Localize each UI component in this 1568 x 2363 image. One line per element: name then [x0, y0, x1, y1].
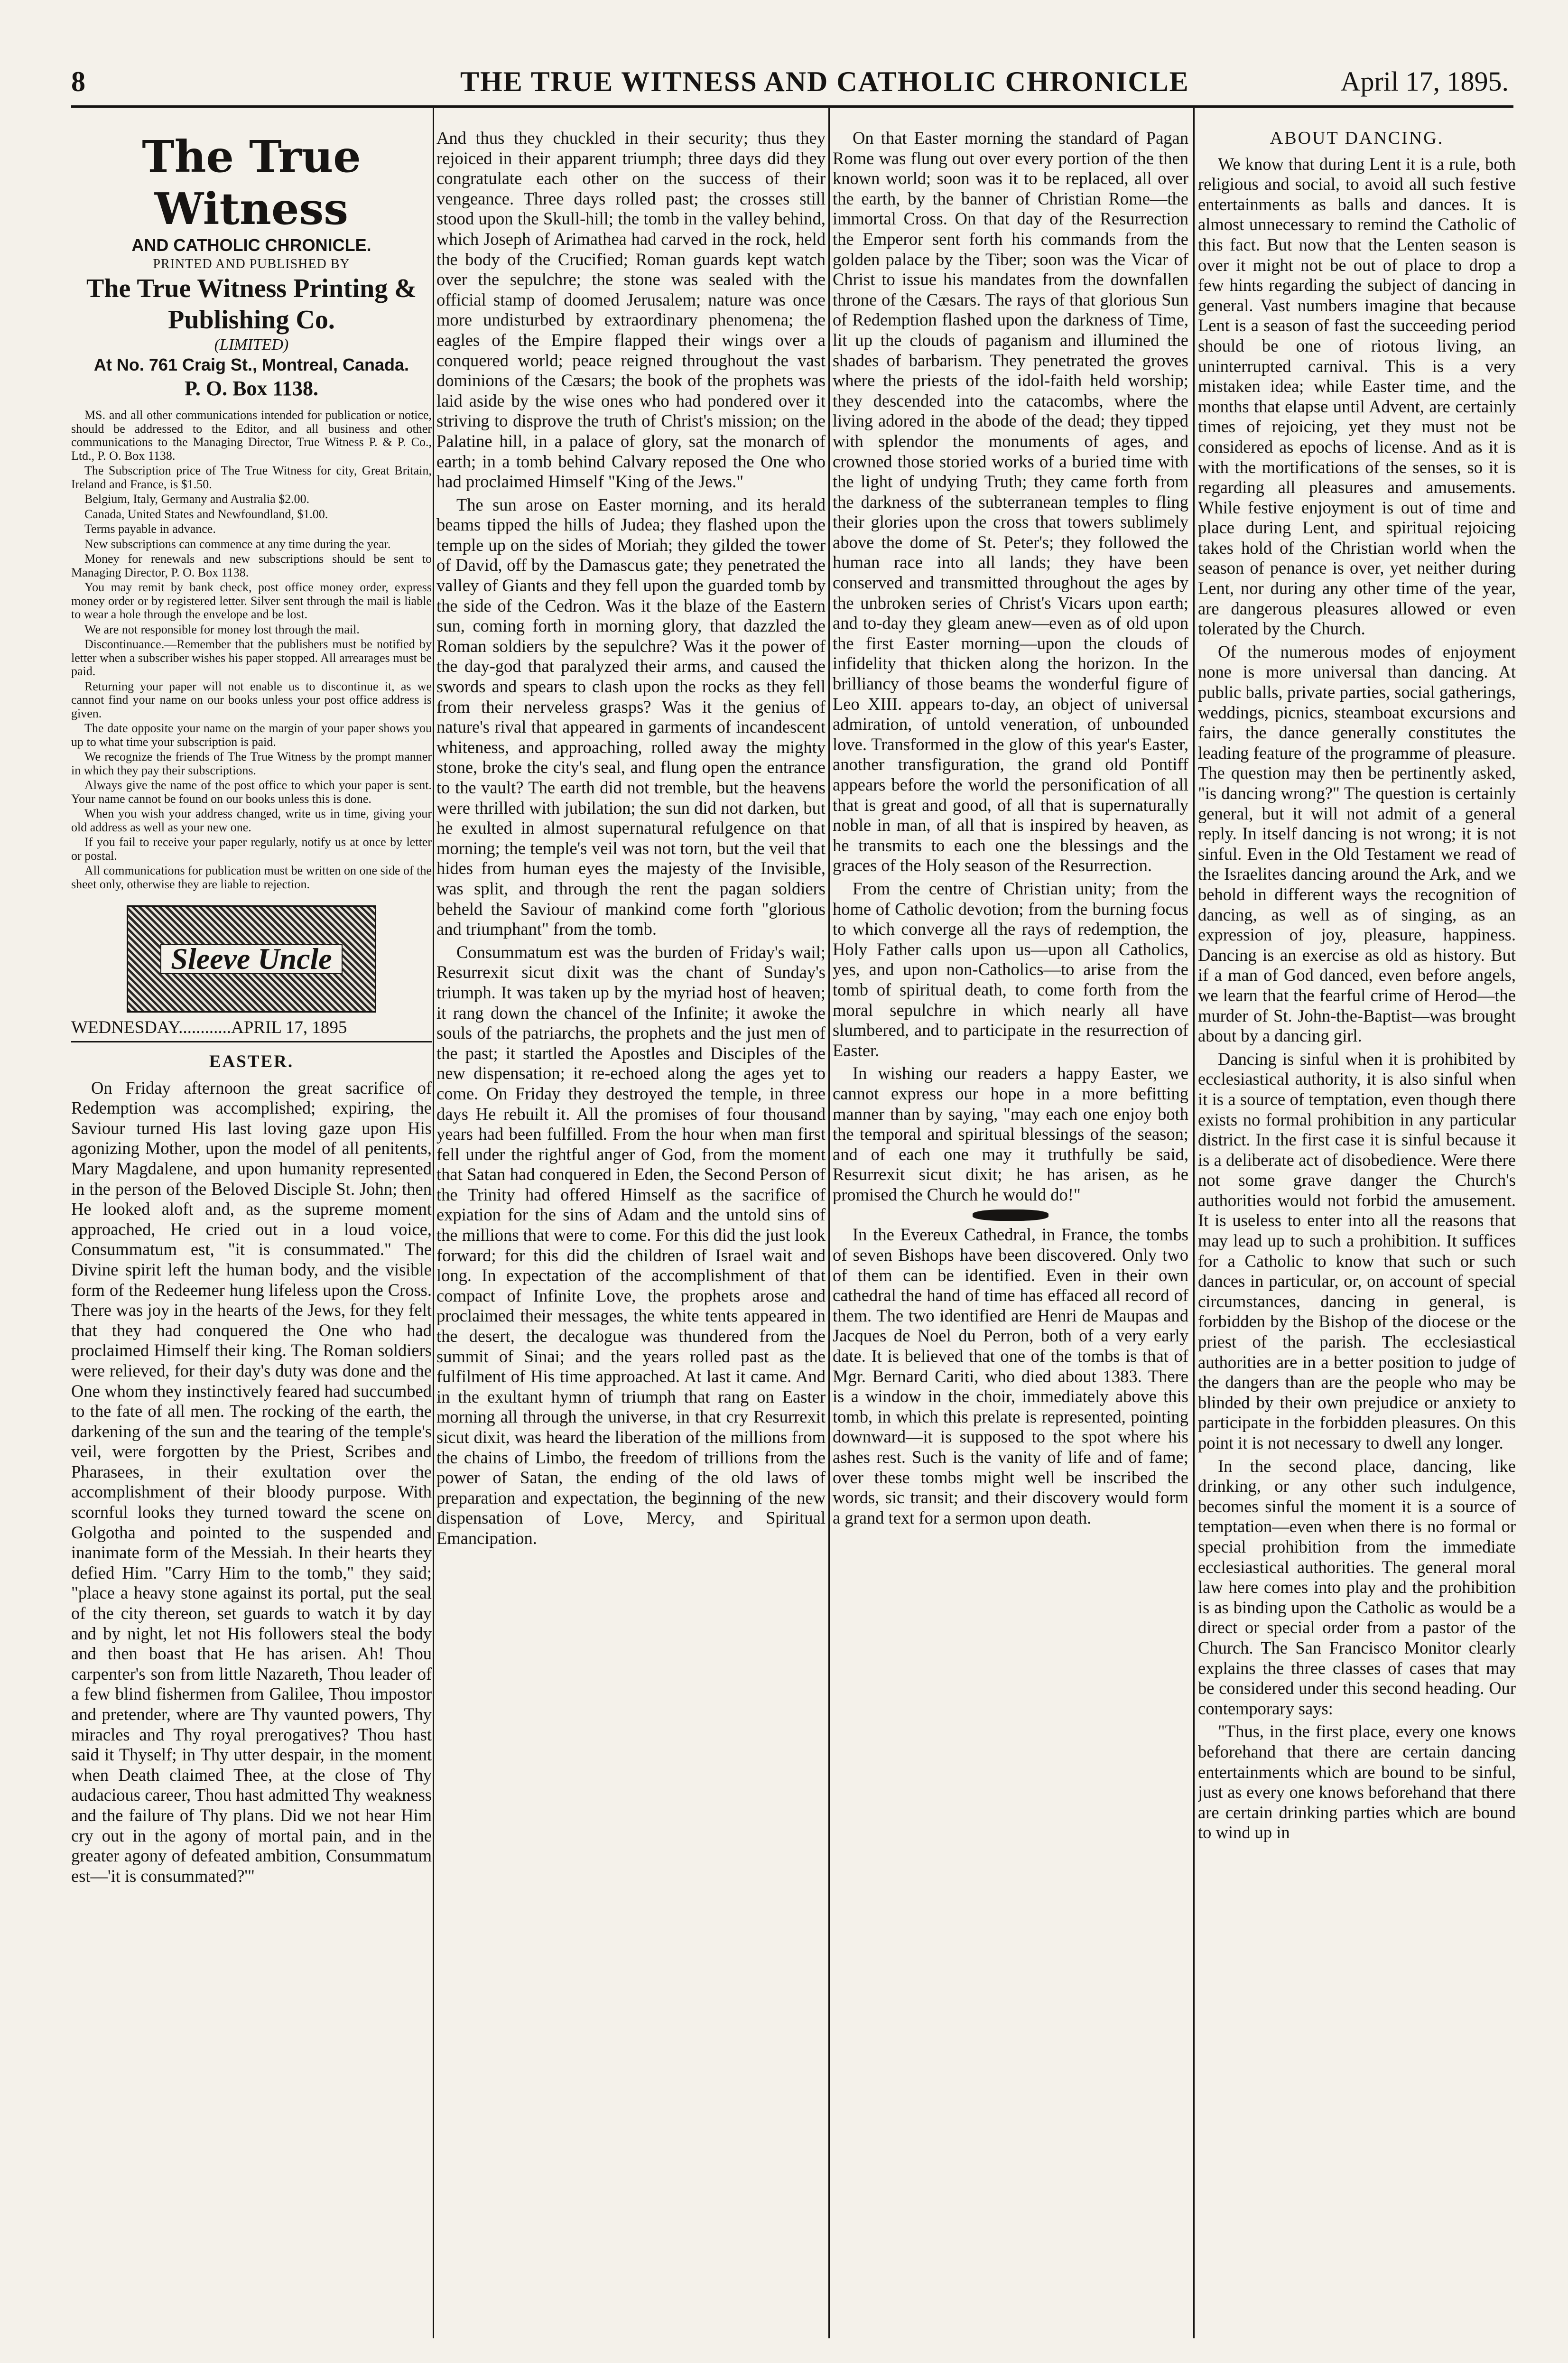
subscription-notices — [71, 409, 432, 891]
column-rule-3 — [1193, 108, 1195, 2338]
column-3 — [833, 128, 1188, 2330]
notice: Canada, United States and Newfoundland, $1.00. — [84, 507, 328, 521]
page-header — [71, 65, 1509, 99]
running-masthead: THE TRUE WITNESS AND CATHOLIC CHRONICLE — [460, 66, 1189, 97]
easter-article — [71, 1078, 432, 1889]
notice: Money for renewals and new subscriptions should be sent to Managing Director, P. O. Box 1138. — [71, 552, 432, 579]
easter-paragraph: On Friday afternoon the great sacrifice of Redemption was accomplished; expiring, the Saviour turned His last loving gaze upon His agonizing Mother, upon the model of all penitents, Mary Magdalene, and upon humanity represented in the person of the Beloved Disciple St. John; then He looked aloft and, as the supreme moment approached, He cried out in a loud voice, Consummatum est, "it is consummated." The Divine spirit left the human body, and the visible form of the Redeemer hung lifeless upon the Cross. There was joy in the hearts of the Jews, for they felt that they had conquered the One who had proclaimed Himself their king. The Roman soldiers were relieved, for their day's duty was done and the One whom they instinctively feared had succumbed to the fate of all men. The rocking of the earth, the darkening of the sun and the tearing of the temple's veil, were forgotten by the Priest, Scribes and Pharasees, in their exultation over the accomplishment of their bloody purpose. With scornful looks they turned toward the scene on Golgotha and pointed to the suspended and inanimate form of the Messiah. In their hearts they defied Him. "Carry Him to the tomb," they said; "place a heavy stone against its portal, put the seal of the city thereon, set guards to watch it by day and by night, let not His followers steal the body and then boast that He has arisen. Ah! Thou carpenter's son from little Nazareth, Thou leader of a few blind fishermen from Galilee, Thou impostor and pretender, where are Thy vaunted powers, Thy miracles and Thy royal prerogatives? Thou hast said it Thyself; in Thy utter despair, in the moment when Death claimed Thee, at the close of Thy audacious career, Thou hast admitted Thy weakness and the failure of Thy plans. Did we not hear Him cry out in the agony of mortal pain, and in the greater agony of defeated ambition, Consummatum est—'it is consummated?'" — [71, 1078, 432, 1886]
column-2 — [436, 128, 826, 2330]
issue-date: April 17, 1895. — [1340, 66, 1509, 97]
notice: All communications for publication must be written on one side of the sheet only, otherwise they are liable to rejection. — [71, 864, 432, 891]
easter-paragraph: In wishing our readers a happy Easter, we cannot express our hope in a more befitting manner than by saying, "may each one enjoy both the temporal and spiritual blessings of the season; and of each one may it truthfully be said, Resurrexit sicut dixit; he has arisen, as he promised the Church he would do!" — [833, 1063, 1188, 1204]
publisher-address: At No. 761 Craig St., Montreal, Canada. — [93, 355, 409, 374]
notice: New subscriptions can commence at any time during the year. — [84, 537, 391, 551]
publisher-name: The True Witness Printing & Publishing Co. — [86, 274, 417, 335]
dancing-paragraph: Dancing is sinful when it is prohibited by ecclesiastical authority, it is also sinful when it is a source of temptation, even though there exists no formal prohibition in any particular district. In the first case it is sinful because it is a deliberate act of disobedience. Were there not some grave danger the Church's authorities would not forbid the amusement. It is useless to enter into all the reasons that may lead up to such a prohibition. It suffices for a Catholic to know that such or such dances in particular, or, on account of special circumstances, dancing in general, is forbidden by the Bishop of the diocese or the priest of the parish. The ecclesiastical authorities are in a better position to judge of the dangers than are the people who may be blinded by their own prejudice or anxiety to participate in the forbidden pleasures. On this point it is not necessary to dwell any longer. — [1198, 1049, 1516, 1452]
publisher-limited: (LIMITED) — [214, 336, 289, 354]
notice: Belgium, Italy, Germany and Australia $2.00. — [84, 492, 310, 506]
notice: The date opposite your name on the margin of your paper shows you up to what time your subscription is paid. — [71, 721, 432, 749]
easter-heading: EASTER. — [209, 1052, 294, 1071]
section-ornament — [973, 1209, 1048, 1221]
notice: Always give the name of the post office to which your paper is sent. Your name cannot be found on our books unless this is done. — [71, 778, 432, 806]
nameplate-subtitle: AND CATHOLIC CHRONICLE. — [131, 235, 371, 255]
page-number: 8 — [71, 66, 85, 97]
header-rule — [71, 105, 1513, 108]
notice: We recognize the friends of The True Witness by the prompt manner in which they pay their subscriptions. — [71, 750, 432, 777]
dancing-paragraph: We know that during Lent it is a rule, both religious and social, to avoid all such festive entertainments as balls and dances. It is almost unnecessary to remind the Catholic of this fact. But now that the Lenten season is over it might not be out of place to drop a few hints regarding the subject of dancing in general. Vast numbers imagine that because Lent is a season of fast the succeeding period should be one of riotous living, an uninterrupted carnival. This is a very mistaken idea; while Easter time, and the months that elapse until Advent, are certainly times of rejoicing, yet they must not be considered as epochs of license. And as it is with the mortifications of the senses, so it is regarding all pleasures and amusements. While festive enjoyment is out of time and place during Lent, and spiritual rejoicing takes hold of the Christian world when the season of penance is over, yet neither during Lent, nor during any other time of the year, are dangerous pleasures allowed or even tolerated by the Church. — [1198, 154, 1516, 639]
po-box: P. O. Box 1138. — [185, 377, 318, 400]
evreux-paragraph: In the Evereux Cathedral, in France, the tombs of seven Bishops have been discovered. Only two of them can be identified. Even in their own cathedral the hand of time has effaced all record of them. The two identified are Henri de Maupas and Jacques de Noel du Perron, both of a very early date. It is believed that one of the tombs is that of Mgr. Bernard Cariti, who died about 1383. There is a window in the choir, immediately above this tomb, in which this prelate is represented, pointing downward—it is supposed to the spot where his ashes rest. Such is the vanity of life and of fame; over these tombs might well be inscribed the words, sic transit; and their discovery would form a grand text for a sermon upon death. — [833, 1225, 1188, 1527]
printed-by: PRINTED AND PUBLISHED BY — [153, 257, 350, 271]
dancing-paragraph: "Thus, in the first place, every one knows beforehand that there are certain dancing entertainments which are bound to be sinful, just as every one knows beforehand that there are certain drinking parties which are bound to wind up in — [1198, 1721, 1516, 1842]
decorative-banner — [127, 905, 376, 1013]
easter-paragraph: From the centre of Christian unity; from the home of Catholic devotion; from the burning focus to which converge all the rays of redemption, the Holy Father calls upon us—upon all Catholics, yes, and upon non-Catholics—to arise from the tomb of spiritual death, to come forth from the moral sepulchre in which nearly all have slumbered, and to participate in the resurrection of Easter. — [833, 878, 1188, 1060]
easter-paragraph: Consummatum est was the burden of Friday's wail; Resurrexit sicut dixit was the chant of Sunday's triumph. It was taken up by the myriad host of heaven; it rang down the chancel of the Infinite; it awoke the souls of the patriarchs, the prophets and the just men of the past; it startled the Apostles and Disciples of the new dispensation; it re-echoed along the ages yet to come. On Friday they destroyed the temple, in three days He rebuilt it. All the promises of four thousand years had been fulfilled. From the hour when man first fell under the rightful anger of God, from the moment that Satan had conquered in Eden, the Second Person of the Trinity had offered Himself as the sacrifice of expiation for the sins of Adam and the untold sins of the millions that were to come. For this did the just look forward; for this did the children of Israel wait and long. In expectation of the accomplishment of that compact of Infinite Love, the prophets arose and proclaimed their messages, the white tents appeared in the desert, the decalogue was thundered from the summit of Sinai; and the years rolled past as the fulfilment of His time approached. At last it came. And in the exultant hymn of triumph that rang on Easter morning all through the universe, in that cry Resurrexit sicut dixit, was heard the liberation of the millions from the chains of Limbo, the freedom of trillions from the power of Satan, the ending of the old laws of preparation and expectation, the beginning of the new dispensation of Love, Mercy, and Spiritual Emancipation. — [436, 942, 826, 1548]
notice: MS. and all other communications intended for publication or notice, should be addressed to the Editor, and all business and other communications to the Managing Director, True Witness P. & P. Co., Ltd., P. O. Box 1138. — [71, 408, 432, 463]
notice: The Subscription price of The True Witness for city, Great Britain, Ireland and France, is $1.50. — [71, 464, 432, 491]
notice: Returning your paper will not enable us to discontinue it, as we cannot find your name on our books unless your post office address is given. — [71, 679, 432, 720]
column-1 — [71, 126, 432, 2318]
notice: We are not responsible for money lost through the mail. — [84, 622, 360, 636]
notice: You may remit by bank check, post office money order, express money order or by registered letter. Silver sent through the mail is liable to wear a hole through the envelope and be lost. — [71, 580, 432, 621]
nameplate-title: The True Witness — [142, 131, 361, 234]
column-rule-1 — [433, 108, 434, 2338]
easter-paragraph-cont: And thus they chuckled in their security; thus they rejoiced in their apparent triumph; three days did they congratulate each other on the success of their vengeance. Three days rolled past; the crosses still stood upon the Skull-hill; the tomb in the valley behind, which Joseph of Arimathea had carved in the rock, held the body of the Crucified; Roman guards kept watch over the sepulchre; the stone was sealed with the official stamp of doomed Jerusalem; nature was once more undisturbed by extraordinary phenomena; the eagles of the Empire flapped their wings over a conquered world; peace reigned throughout the vast dominions of the Cæsars; the book of the prophets was laid aside by the wise ones who had pondered over it striving to disprove the truth of Christ's mission; on the Palatine hill, in a palace of glory, sat the monarch of earth; in a tomb behind Calvary reposed the One who had proclaimed Himself "King of the Jews." — [436, 128, 826, 492]
dancing-heading: ABOUT DANCING. — [1270, 128, 1444, 148]
dancing-paragraph: Of the numerous modes of enjoyment none is more universal than dancing. At public balls, private parties, social gatherings, weddings, picnics, steamboat excursions and fairs, the dance generally constitutes the leading feature of the programme of pleasure. The question may then be pertinently asked, "is dancing wrong?" The question is certainly general, but it will not admit of a general reply. In itself dancing is not wrong; it is not sinful. Even in the Old Testament we read of the Israelites dancing around the Ark, and we behold in different ways the recognition of dancing, as well as of singing, as an expression of joy, pleasure, happiness. Dancing is an exercise as old as history. But if a man of God danced, even before angels, we learn that the fearful crime of Herod—the murder of St. John-the-Baptist—was brought about by a dancing girl. — [1198, 642, 1516, 1046]
notice: If you fail to receive your paper regularly, notify us at once by letter or postal. — [71, 835, 432, 863]
column-4 — [1198, 128, 1516, 2330]
banner-text: Sleeve Uncle — [160, 944, 343, 974]
editorial-dateline: WEDNESDAY............APRIL 17, 1895 — [71, 1018, 347, 1037]
dateline-rule — [71, 1041, 432, 1042]
notice: Discontinuance.—Remember that the publishers must be notified by letter when a subscriber wishes his paper stopped. All arrearages must be paid. — [71, 637, 432, 678]
dancing-paragraph: In the second place, dancing, like drinking, or any other such indulgence, becomes sinful the moment it is a source of temptation—even when there is no formal or special prohibition from the immediate ecclesiastical authorities. The general moral law here comes into play and the prohibition is as binding upon the Catholic as would be a direct or special order from a pastor of the Church. The San Francisco Monitor clearly explains the three classes of cases that may be considered under this second heading. Our contemporary says: — [1198, 1456, 1516, 1718]
notice: When you wish your address changed, write us in time, giving your old address as well as your new one. — [71, 807, 432, 834]
easter-paragraph: On that Easter morning the standard of Pagan Rome was flung out over every portion of the then known world; soon was it to be replaced, all over the earth, by the banner of Christian Rome—the immortal Cross. On that day of the Resurrection the Emperor sent forth his commands from the golden palace by the Tiber; soon was the Vicar of Christ to issue his mandates from the downfallen throne of the Cæsars. The rays of that glorious Sun of Redemption flashed upon the darkness of Time, lit up the clouds of paganism and illumined the shades of barbarism. They penetrated the groves where the priests of the idol-faith held worship; they descended into the catacombs, where the living adored in the abode of the dead; they tipped with splendor the monuments of ages, and crowned those storied works of a buried time with the light of undying Truth; they came forth from the darkness of the subterranean temples to fling their glories upon the cross that towers sublimely above the dome of St. Peter's; they followed the human race into all lands; they have been conserved and transmitted throughout the ages by the unbroken series of Christ's Vicars upon earth; and to-day they gleam anew—even as of old upon the first Easter morning—upon the clouds of infidelity that thicken along the horizon. In the brilliancy of those beams the wonderful figure of Leo XIII. appears to-day, an object of universal admiration, of untold veneration, of unbounded love. Transformed in the glow of this year's Easter, another transfiguration, the grand old Pontiff appears before the world the personification of all that is great and good, of all that is supernaturally noble in man, of all that is inspired by heaven, as he transmits to each one the blessings and the graces of the Holy season of the Resurrection. — [833, 128, 1188, 875]
column-rule-2 — [828, 108, 830, 2338]
easter-paragraph: The sun arose on Easter morning, and its herald beams tipped the hills of Judea; they flashed upon the temple up on the sides of Moriah; they gilded the tower of David, off by the Damascus gate; they penetrated the valley of Giants and they fell upon the guarded tomb by the side of the Cedron. Was it the blaze of the Eastern sun, coming forth in morning glory, that dazzled the Roman soldiers by the sepulchre? Was it the power of the day-god that paralyzed their arms, and caused the swords and spears to clash upon the rocks as they fell from their nerveless grasps? Was it the genius of nature's rival that appeared in garments of incandescent whiteness, and approaching, rolled away the mighty stone, broke the city's seal, and flung open the entrance to the vault? The earth did not tremble, but the heavens were thrilled with jubilation; the sun did not darken, but he exulted in almost supernatural refulgence on that morning; the temple's veil was not torn, but the veil that hides from human eyes the majesty of the Invisible, was split, and through the rent the pagan soldiers beheld the Saviour of mankind come forth "glorious and triumphant" from the tomb. — [436, 494, 826, 939]
notice: Terms payable in advance. — [84, 522, 216, 536]
